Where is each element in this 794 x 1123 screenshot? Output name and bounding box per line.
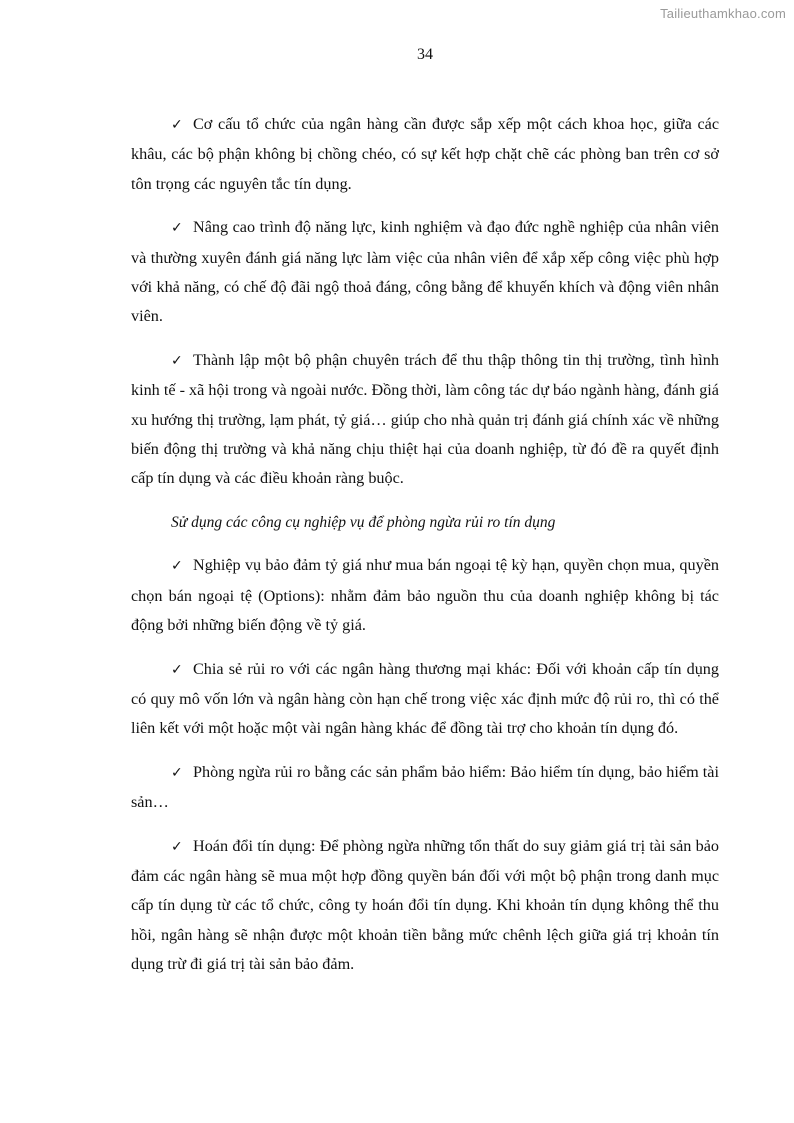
watermark: Tailieuthamkhao.com xyxy=(660,6,786,21)
checkmark-icon: ✓ xyxy=(171,558,183,575)
section-subheading: Sử dụng các công cụ nghiệp vụ để phòng ngừa rủi ro tín dụng xyxy=(171,513,556,531)
paragraph-text: Thành lập một bộ phận chuyên trách để thu thập thông tin thị trường, tình hình kinh tế - xã hội trong và ngoài nước. Đồng thời, làm công tác dự báo ngành hàng, đánh giá xu hướng thị trường, lạm phát, tỷ giá… giúp cho nhà quản trị đánh giá chính xác về những biến động thị trường và khả năng chịu thiệt hại của doanh nghiệp, từ đó đề ra quyết định cấp tín dụng và các điều khoản ràng buộc. xyxy=(131,350,719,488)
bullet-paragraph xyxy=(131,832,719,980)
checkmark-icon: ✓ xyxy=(171,220,183,237)
document-body xyxy=(131,110,719,994)
checkmark-icon: ✓ xyxy=(171,838,183,855)
page-number: 34 xyxy=(417,46,433,63)
checkmark-icon: ✓ xyxy=(171,661,183,678)
paragraph-text: Hoán đổi tín dụng: Để phòng ngừa những tổn thất do suy giảm giá trị tài sản bảo đảm các ngân hàng sẽ mua một hợp đồng quyền bán đối với một bộ phận trong danh mục cấp tín dụng từ các tổ chức, công ty hoán đổi tín dụng. Khi khoản tín dụng không thể thu hồi, ngân hàng sẽ nhận được một khoản tiền bằng mức chênh lệch giữa giá trị khoản tín dụng trừ đi giá trị tài sản bảo đảm. xyxy=(131,836,719,974)
bullet-paragraph xyxy=(131,758,719,818)
checkmark-icon: ✓ xyxy=(171,117,183,133)
paragraph-text: Phòng ngừa rủi ro bằng các sản phẩm bảo hiểm: Bảo hiểm tín dụng, bảo hiểm tài sản… xyxy=(131,762,719,812)
paragraph-text: Chia sẻ rủi ro với các ngân hàng thương mại khác: Đối với khoản cấp tín dụng có quy mô vốn lớn và ngân hàng còn hạn chế trong việc xác định mức độ rủi ro, thì có thể liên kết với một hoặc một vài ngân hàng khác để đồng tài trợ cho khoản tín dụng đó. xyxy=(131,659,719,738)
bullet-paragraph xyxy=(131,110,719,199)
paragraph-text: Nghiệp vụ bảo đảm tỷ giá như mua bán ngoại tệ kỳ hạn, quyền chọn mua, quyền chọn bán ngoại tệ (Options): nhằm đảm bảo nguồn thu của doanh nghiệp không bị tác động bởi những biến động về tỷ giá. xyxy=(131,556,719,635)
paragraph-text: Nâng cao trình độ năng lực, kinh nghiệm và đạo đức nghề nghiệp của nhân viên và thường xuyên đánh giá năng lực làm việc của nhân viên để xắp xếp công việc phù hợp với khả năng, có chế độ đãi ngộ thoả đáng, công bằng để khuyến khích và động viên nhân viên. xyxy=(131,218,719,326)
bullet-paragraph xyxy=(131,655,719,744)
checkmark-icon: ✓ xyxy=(171,352,183,369)
bullet-paragraph xyxy=(131,551,719,640)
bullet-paragraph xyxy=(131,346,719,494)
checkmark-icon: ✓ xyxy=(171,764,183,781)
bullet-paragraph xyxy=(131,213,719,332)
paragraph-text: Cơ cấu tổ chức của ngân hàng cần được sắp xếp một cách khoa học, giữa các khâu, các bộ phận không bị chồng chéo, có sự kết hợp chặt chẽ các phòng ban trên cơ sở tôn trọng các nguyên tắc tín dụng. xyxy=(131,115,719,193)
